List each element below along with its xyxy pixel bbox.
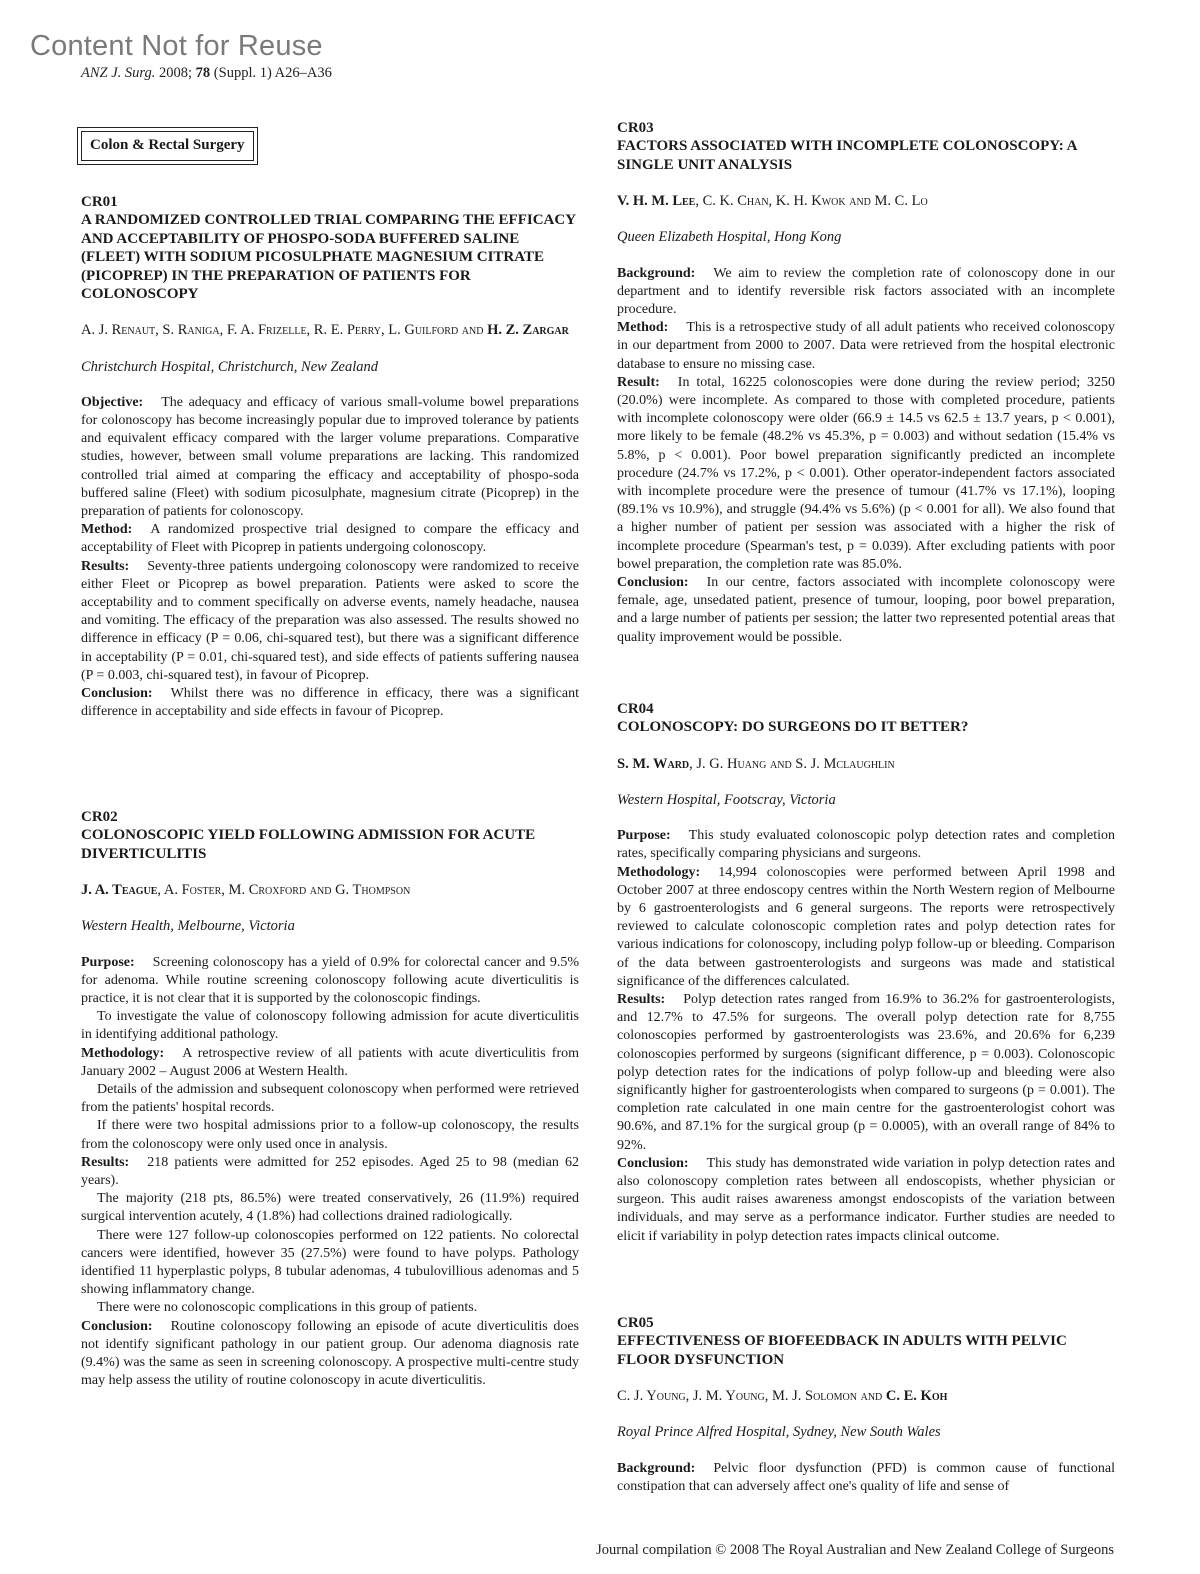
abstract-paragraph: If there were two hospital admissions prior to a follow-up colonoscopy, the results from the colonoscopy were only used once in analysis.	[81, 1118, 579, 1152]
section-label: Purpose:	[81, 954, 135, 970]
presenting-author: H. Z. Zargar	[487, 322, 569, 339]
presenting-author: J. A. Teague	[81, 882, 158, 899]
abstract-section	[617, 1155, 1115, 1246]
abstract-code: CR05	[617, 1315, 654, 1331]
author-list	[81, 881, 579, 899]
citation-year: 2008;	[159, 65, 193, 81]
abstract-section	[81, 558, 579, 685]
section-label: Objective:	[81, 394, 144, 410]
section-label: Results:	[617, 992, 666, 1008]
section-label: Conclusion:	[617, 575, 689, 591]
abstract-section	[81, 521, 579, 557]
abstract-code: CR01	[81, 194, 118, 210]
abstract-cr05	[617, 1314, 1115, 1496]
copyright-footer: Journal compilation © 2008 The Royal Australian and New Zealand College of Surgeons	[596, 1542, 1114, 1558]
abstract-cr01	[81, 193, 579, 722]
section-text: Whilst there was no difference in efficacy, there was a significant difference in acceptability and side effects in favour of Picoprep.	[81, 686, 579, 720]
section-text: Polyp detection rates ranged from 16.9% to 36.2% for gastroenterologists, and 12.7% to 47.5% for surgeons. The overall polyp detection rate for 8,755 colonoscopies performed by gastroenterologists was 23.6%, and 20.6% for 6,239 colonoscopies performed by surgeons (significant difference, p = 0.003). Colonoscopic polyp detection rates for the indications of polyp follow-up and bleeding were also significantly higher for gastroenterologists when compared to surgeons (p = 0.001). The completion rate calculated in one main centre for the gastroenterologist cohort was 90.6%, and 87.1% for the surgical group (p = 0.0005), with an overall range of 84% to 92%.	[617, 992, 1115, 1153]
abstract-title: EFFECTIVENESS OF BIOFEEDBACK IN ADULTS WITH PELVIC FLOOR DYSFUNCTION	[617, 1333, 1067, 1368]
abstract-title: FACTORS ASSOCIATED WITH INCOMPLETE COLONOSCOPY: A SINGLE UNIT ANALYSIS	[617, 138, 1077, 173]
abstract-body	[81, 394, 579, 722]
abstract-heading	[617, 700, 1115, 737]
section-label: Background:	[617, 1460, 696, 1476]
section-heading-box	[77, 127, 258, 165]
abstract-paragraph: The majority (218 pts, 86.5%) were treated conservatively, 26 (11.9%) required surgical intervention acutely, 4 (1.8%) had collections drained radiologically.	[81, 1191, 579, 1225]
section-label: Background:	[617, 265, 696, 281]
abstract-body	[617, 265, 1115, 647]
authors: , A. Foster, M. Croxford and G. Thompson	[157, 882, 411, 899]
abstract-cr03	[617, 119, 1115, 647]
section-label: Results:	[81, 558, 130, 574]
abstract-code: CR03	[617, 120, 654, 136]
affiliation: Queen Elizabeth Hospital, Hong Kong	[617, 229, 842, 246]
authors: A. J. Renaut, S. Raniga, F. A. Frizelle, R. E. Perry, L. Guilford and	[81, 322, 484, 339]
abstract-heading	[81, 808, 579, 863]
affiliation: Western Hospital, Footscray, Victoria	[617, 792, 836, 809]
abstract-paragraph: Details of the admission and subsequent colonoscopy when performed were retrieved from the patients' hospital records.	[81, 1082, 579, 1116]
section-text: Seventy-three patients undergoing colonoscopy were randomized to receive either Fleet or Picoprep as bowel preparation. Patients were asked to score the acceptability and to comment specifically on adverse events, namely headache, nausea and vomiting. The efficacy of the preparation was also assessed. The results showed no difference in efficacy (P = 0.06, chi-squared test), but there was a significant difference in acceptability (P = 0.01, chi-squared test), and side effects of patients suffering nausea (P = 0.003, chi-squared test), in favour of Picoprep.	[81, 558, 579, 683]
abstract-section	[81, 394, 579, 521]
abstract-body	[617, 827, 1115, 1246]
abstract-section	[81, 1154, 579, 1190]
abstract-paragraph: There were no colonoscopic complications in this group of patients.	[97, 1300, 478, 1316]
section-label: Methodology:	[81, 1045, 165, 1061]
citation-journal: ANZ J. Surg.	[81, 65, 156, 81]
abstract-title: COLONOSCOPY: DO SURGEONS DO IT BETTER?	[617, 719, 969, 736]
authors: C. J. Young, J. M. Young, M. J. Solomon and	[617, 1388, 883, 1405]
section-text: The adequacy and efficacy of various small-volume bowel preparations for colonoscopy has become increasingly popular due to improved tolerance by patients and equivalent efficacy compared with the larger volume preparations. Comparative studies, however, between small volume preparations are lacking. This randomized controlled trial aimed at comparing the efficacy and acceptability of phospo-soda buffered saline (Fleet) with sodium picosulphate, magnesium citrate (Picoprep) in the preparation of patients for colonoscopy.	[81, 394, 579, 520]
abstract-section	[81, 1045, 579, 1081]
section-label: Conclusion:	[81, 686, 153, 702]
abstract-heading	[81, 193, 579, 303]
abstract-section	[617, 265, 1115, 320]
abstract-code: CR02	[81, 809, 118, 825]
section-text: A randomized prospective trial designed to compare the efficacy and acceptability of Fleet with Picoprep in patients undergoing colonoscopy.	[81, 522, 579, 556]
section-label: Purpose:	[617, 828, 671, 844]
section-label: Conclusion:	[81, 1318, 153, 1334]
abstract-paragraph: There were 127 follow-up colonoscopies performed on 122 patients. No colorectal cancers were identified, however 35 (27.5%) were found to have polyps. Pathology identified 11 hyperplastic polyps, 8 tubular adenomas, 4 tubulovillious adenomas and 5 showing inflammatory change.	[81, 1227, 579, 1298]
abstract-section	[81, 954, 579, 1009]
section-text: We aim to review the completion rate of colonoscopy done in our department and to identify reversible risk factors associated with an incomplete procedure.	[617, 265, 1115, 318]
abstract-cr02	[81, 808, 579, 1391]
section-label: Method:	[617, 320, 669, 336]
section-text: 218 patients were admitted for 252 episodes. Aged 25 to 98 (median 62 years).	[81, 1154, 579, 1189]
section-label: Results:	[81, 1154, 130, 1170]
abstract-section	[617, 1460, 1115, 1496]
abstract-section	[81, 685, 579, 721]
affiliation: Royal Prince Alfred Hospital, Sydney, New South Wales	[617, 1424, 941, 1441]
affiliation: Christchurch Hospital, Christchurch, New Zealand	[81, 358, 378, 375]
section-text: 14,994 colonoscopies were performed between April 1998 and October 2007 at three endoscopy centres within the North Western region of Melbourne by 6 gastroenterologists and 6 general surgeons. The reports were retrospectively reviewed to calculate colonoscopic completion rates and polyp detection rates for various indications for colonoscopy, including polyp follow-up or bleeding. Comparison of the data between gastroenterologists and surgeons was made and statistical significance of the differences calculated.	[617, 864, 1115, 989]
section-text: A retrospective review of all patients with acute diverticulitis from January 2002 – August 2006 at Western Health.	[81, 1045, 579, 1079]
section-text: This study has demonstrated wide variation in polyp detection rates and also colonoscopy completion rates between all endoscopists, whether physician or surgeon. This audit raises awareness amongst endoscopists of the variation between individuals, and may serve as a performance indicator. Further studies are needed to elicit if variability in polyp detection rates impacts clinical outcome.	[617, 1155, 1115, 1244]
abstract-title: COLONOSCOPIC YIELD FOLLOWING ADMISSION FOR ACUTE DIVERTICULITIS	[81, 827, 536, 862]
section-text: This study evaluated colonoscopic polyp detection rates and completion rates, specifically comparing physicians and surgeons.	[617, 828, 1115, 862]
abstract-section	[617, 864, 1115, 991]
authors: , C. K. Chan, K. H. Kwok and M. C. Lo	[695, 193, 928, 210]
section-text: In our centre, factors associated with incomplete colonoscopy were female, age, unsedated patient, presence of tumour, looping, poor bowel preparation, and a large number of patients per session; the latter two represented potential areas that quality improvement would be possible.	[617, 575, 1115, 645]
watermark: Content Not for Reuse	[30, 30, 323, 62]
journal-citation	[81, 65, 332, 82]
abstract-code: CR04	[617, 701, 654, 717]
author-list	[81, 321, 579, 339]
section-text: Pelvic floor dysfunction (PFD) is common cause of functional constipation that can adversely affect one's quality of life and sense of	[617, 1460, 1115, 1494]
presenting-author: C. E. Koh	[885, 1388, 948, 1405]
section-label: Methodology:	[617, 864, 701, 880]
abstract-cr04	[617, 700, 1115, 1246]
section-text: Screening colonoscopy has a yield of 0.9% for colorectal cancer and 9.5% for adenoma. While routine screening colonoscopy following acute diverticulitis is practice, it is not clear that it is supported by the colonoscopic findings.	[81, 954, 579, 1007]
affiliation: Western Health, Melbourne, Victoria	[81, 918, 295, 935]
abstract-section	[617, 827, 1115, 863]
abstract-section	[617, 574, 1115, 647]
presenting-author: V. H. M. Lee	[617, 193, 696, 210]
citation-pages: (Suppl. 1) A26–A36	[213, 65, 332, 81]
abstract-title: A RANDOMIZED CONTROLLED TRIAL COMPARING THE EFFICACY AND ACCEPTABILITY OF PHOSPO-SODA BUFFERED SALINE (FLEET) WITH SODIUM PICOSULPHATE MAGNESIUM CITRATE (PICOPREP) IN THE PREPARATION OF PATIENTS FOR COLONOSCOPY	[81, 212, 576, 303]
section-text: Routine colonoscopy following an episode of acute diverticulitis does not identify significant pathology in our patient group. Our adenoma diagnosis rate (9.4%) was the same as seen in screening colonoscopy. A prospective multi-centre study may help assess the utility of routine colonoscopy in acute diverticulitis.	[81, 1318, 579, 1389]
citation-volume: 78	[195, 65, 211, 81]
abstract-section	[617, 319, 1115, 374]
abstract-section	[617, 991, 1115, 1155]
abstract-body	[617, 1460, 1115, 1496]
abstract-body	[81, 954, 579, 1391]
author-list	[617, 192, 1115, 210]
section-text: This is a retrospective study of all adult patients who received colonoscopy in our department from 2000 to 2007. Data were retrieved from the hospital electronic database to ensure no missing case.	[617, 320, 1115, 372]
section-label: Result:	[617, 374, 660, 390]
author-list	[617, 1387, 1115, 1405]
abstract-heading	[617, 1314, 1115, 1369]
section-label: Conclusion:	[617, 1155, 689, 1171]
author-list	[617, 755, 1115, 773]
section-text: In total, 16225 colonoscopies were done during the review period; 3250 (20.0%) were incomplete. As compared to those with completed procedure, patients with incomplete colonoscopy were older (66.9 ± 14.5 vs 62.5 ± 13.7 years, p < 0.001), more likely to be female (48.2% vs 45.3%, p = 0.003) and without sedation (15.4% vs 5.8%, p < 0.001). Poor bowel preparation significantly predicted an incomplete procedure (24.7% vs 17.2%, p < 0.001). Other operator-independent factors associated with incomplete procedure were the presence of tumour (41.7% vs 17.1%), looping (89.1% vs 10.9%), and struggle (94.4% vs 5.6%) (p < 0.001 for all). We also found that a higher number of patient per session was associated with a higher the risk of incomplete procedure (Spearman's test, p = 0.039). After excluding patients with poor bowel preparation, the completion rate was 85.0%.	[617, 374, 1115, 572]
abstract-section	[81, 1318, 579, 1391]
section-heading: Colon & Rectal Surgery	[81, 131, 254, 161]
authors: , J. G. Huang and S. J. Mclaughlin	[689, 755, 895, 772]
presenting-author: S. M. Ward	[617, 755, 690, 772]
section-label: Method:	[81, 522, 133, 538]
abstract-heading	[617, 119, 1115, 174]
abstract-paragraph: To investigate the value of colonoscopy following admission for acute diverticulitis in identifying additional pathology.	[81, 1009, 579, 1043]
abstract-section	[617, 374, 1115, 574]
